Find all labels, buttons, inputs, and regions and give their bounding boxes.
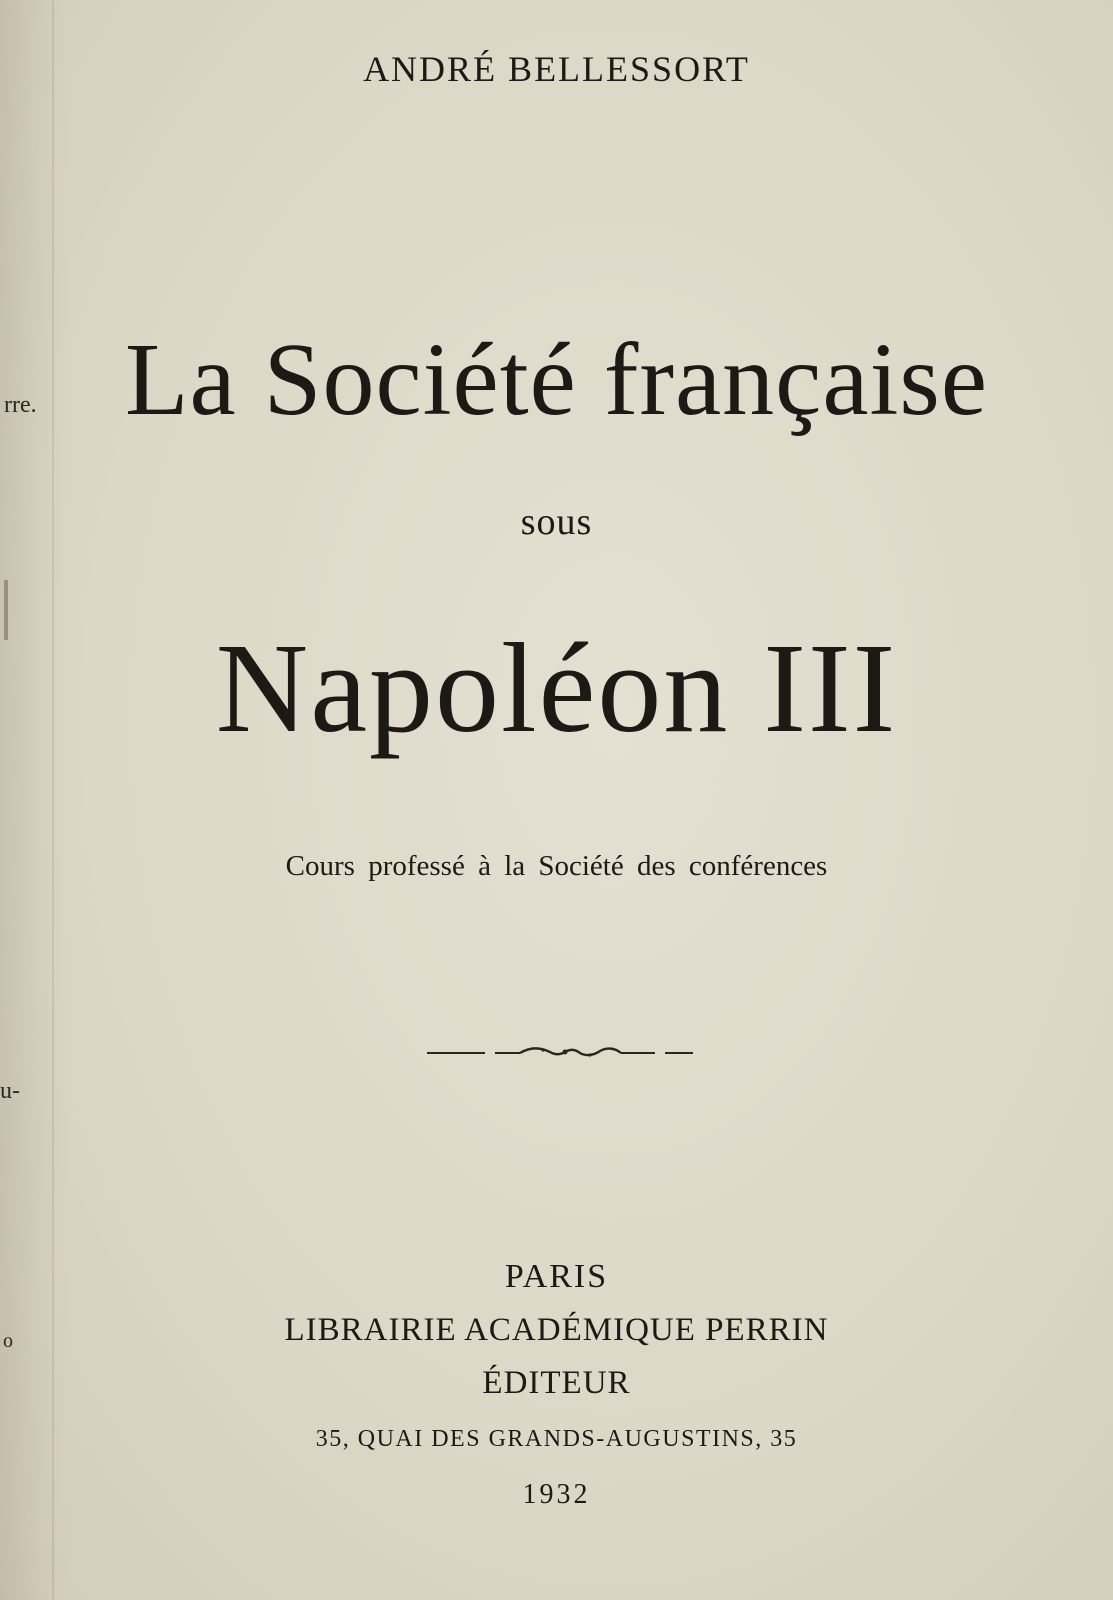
book-title-line2: Napoléon III — [215, 617, 898, 759]
publisher-name: LIBRAIRIE ACADÉMIQUE PERRIN — [284, 1312, 829, 1348]
facing-page-fragment: rre. — [4, 392, 37, 418]
publisher-address: 35, QUAI DES GRANDS-AUGUSTINS, 35 — [315, 1426, 798, 1452]
gutter-shadow — [52, 0, 54, 1600]
publisher-role: ÉDITEUR — [482, 1365, 631, 1401]
decorative-ornament — [425, 1043, 695, 1063]
facing-page-fragment: u- — [0, 1078, 20, 1104]
title-conjunction: sous — [520, 501, 593, 543]
publication-city: PARIS — [504, 1258, 609, 1295]
book-subtitle: Cours professé à la Société des conférences — [285, 850, 828, 882]
publication-year: 1932 — [522, 1479, 591, 1510]
book-title-line1: La Société française — [124, 322, 989, 437]
author-name: ANDRÉ BELLESSORT — [363, 49, 750, 89]
facing-page-fragment: o — [3, 1330, 13, 1352]
